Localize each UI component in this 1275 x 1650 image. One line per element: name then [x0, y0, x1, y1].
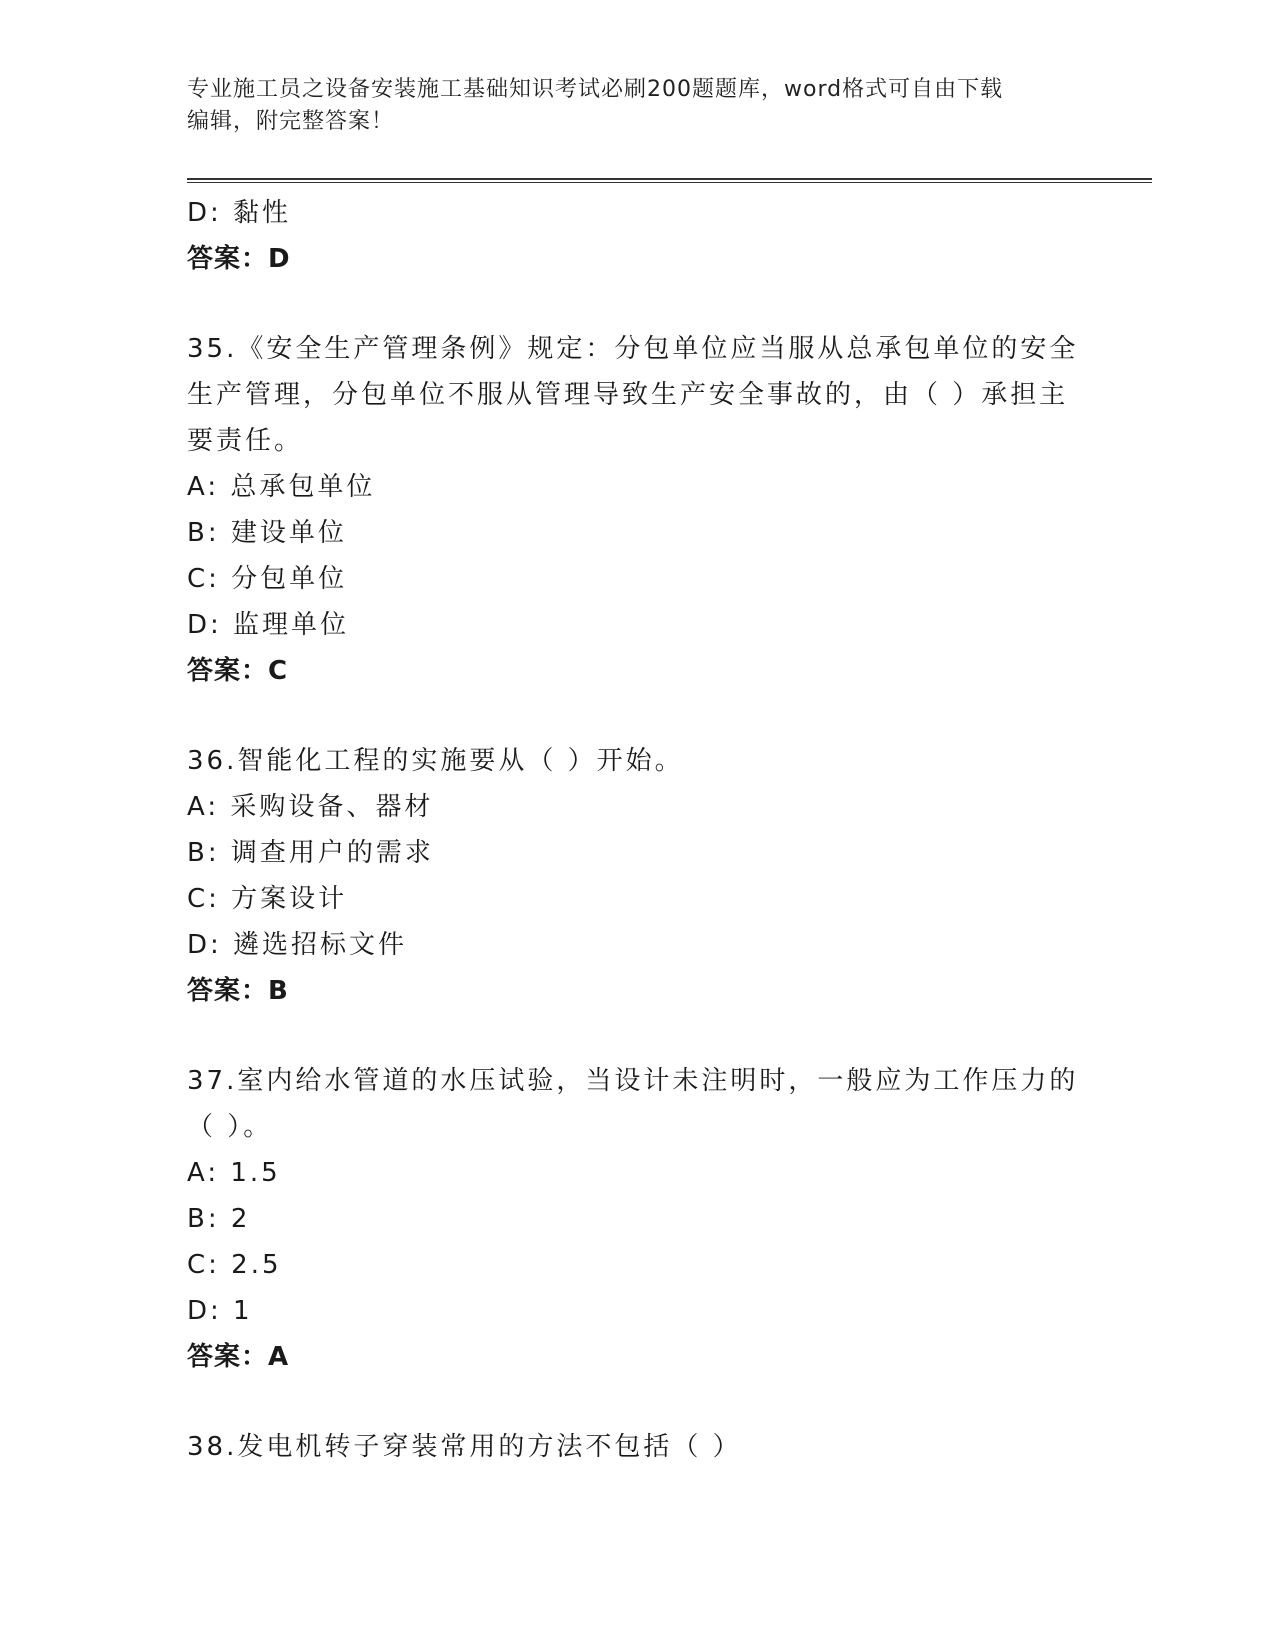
header-line-2: 编辑，附完整答案！ [187, 109, 395, 134]
question-block [187, 1058, 1087, 1380]
question-block [187, 738, 1087, 1014]
question-37-option-c: C: 2.5 [187, 1250, 282, 1280]
spacer [187, 1014, 1087, 1058]
question-35-option-a: A: 总承包单位 [187, 472, 376, 502]
header-divider [187, 178, 1152, 183]
spacer [187, 1380, 1087, 1424]
question-36-answer: 答案：B [187, 976, 289, 1006]
document-header [187, 74, 1087, 138]
question-36-option-a: A: 采购设备、器材 [187, 792, 434, 822]
question-35-option-b: B: 建设单位 [187, 518, 347, 548]
spacer [187, 694, 1087, 738]
question-35-option-c: C: 分包单位 [187, 564, 348, 594]
question-38-line-1: 38.发电机转子穿装常用的方法不包括（ ） [187, 1432, 742, 1462]
question-37-option-d: D: 1 [187, 1296, 253, 1326]
prev-option-d: D: 黏性 [187, 198, 292, 228]
question-36-line-1: 36.智能化工程的实施要从（ ）开始。 [187, 746, 684, 776]
question-37-line-2: （ ）。 [187, 1112, 273, 1142]
spacer [187, 282, 1087, 326]
question-37-line-1: 37.室内给水管道的水压试验，当设计未注明时，一般应为工作压力的 [187, 1066, 1079, 1096]
question-35-line-2: 生产管理，分包单位不服从管理导致生产安全事故的，由（ ）承担主 [187, 380, 1069, 410]
header-line-1: 专业施工员之设备安装施工基础知识考试必刷200题题库，word格式可自由下载 [187, 77, 1004, 102]
prev-answer: 答案：D [187, 244, 291, 274]
question-block [187, 1424, 1087, 1470]
question-block [187, 326, 1087, 694]
question-36-option-d: D: 遴选招标文件 [187, 930, 408, 960]
question-36-option-c: C: 方案设计 [187, 884, 348, 914]
question-35-line-1: 35.《安全生产管理条例》规定：分包单位应当服从总承包单位的安全 [187, 334, 1079, 364]
question-36-option-b: B: 调查用户的需求 [187, 838, 434, 868]
question-35-answer: 答案：C [187, 656, 289, 686]
question-37-answer: 答案：A [187, 1342, 290, 1372]
question-35-line-3: 要责任。 [187, 426, 304, 456]
question-35-option-d: D: 监理单位 [187, 610, 350, 640]
document-body [187, 190, 1087, 1470]
question-37-option-a: A: 1.5 [187, 1158, 281, 1188]
question-37-option-b: B: 2 [187, 1204, 251, 1234]
